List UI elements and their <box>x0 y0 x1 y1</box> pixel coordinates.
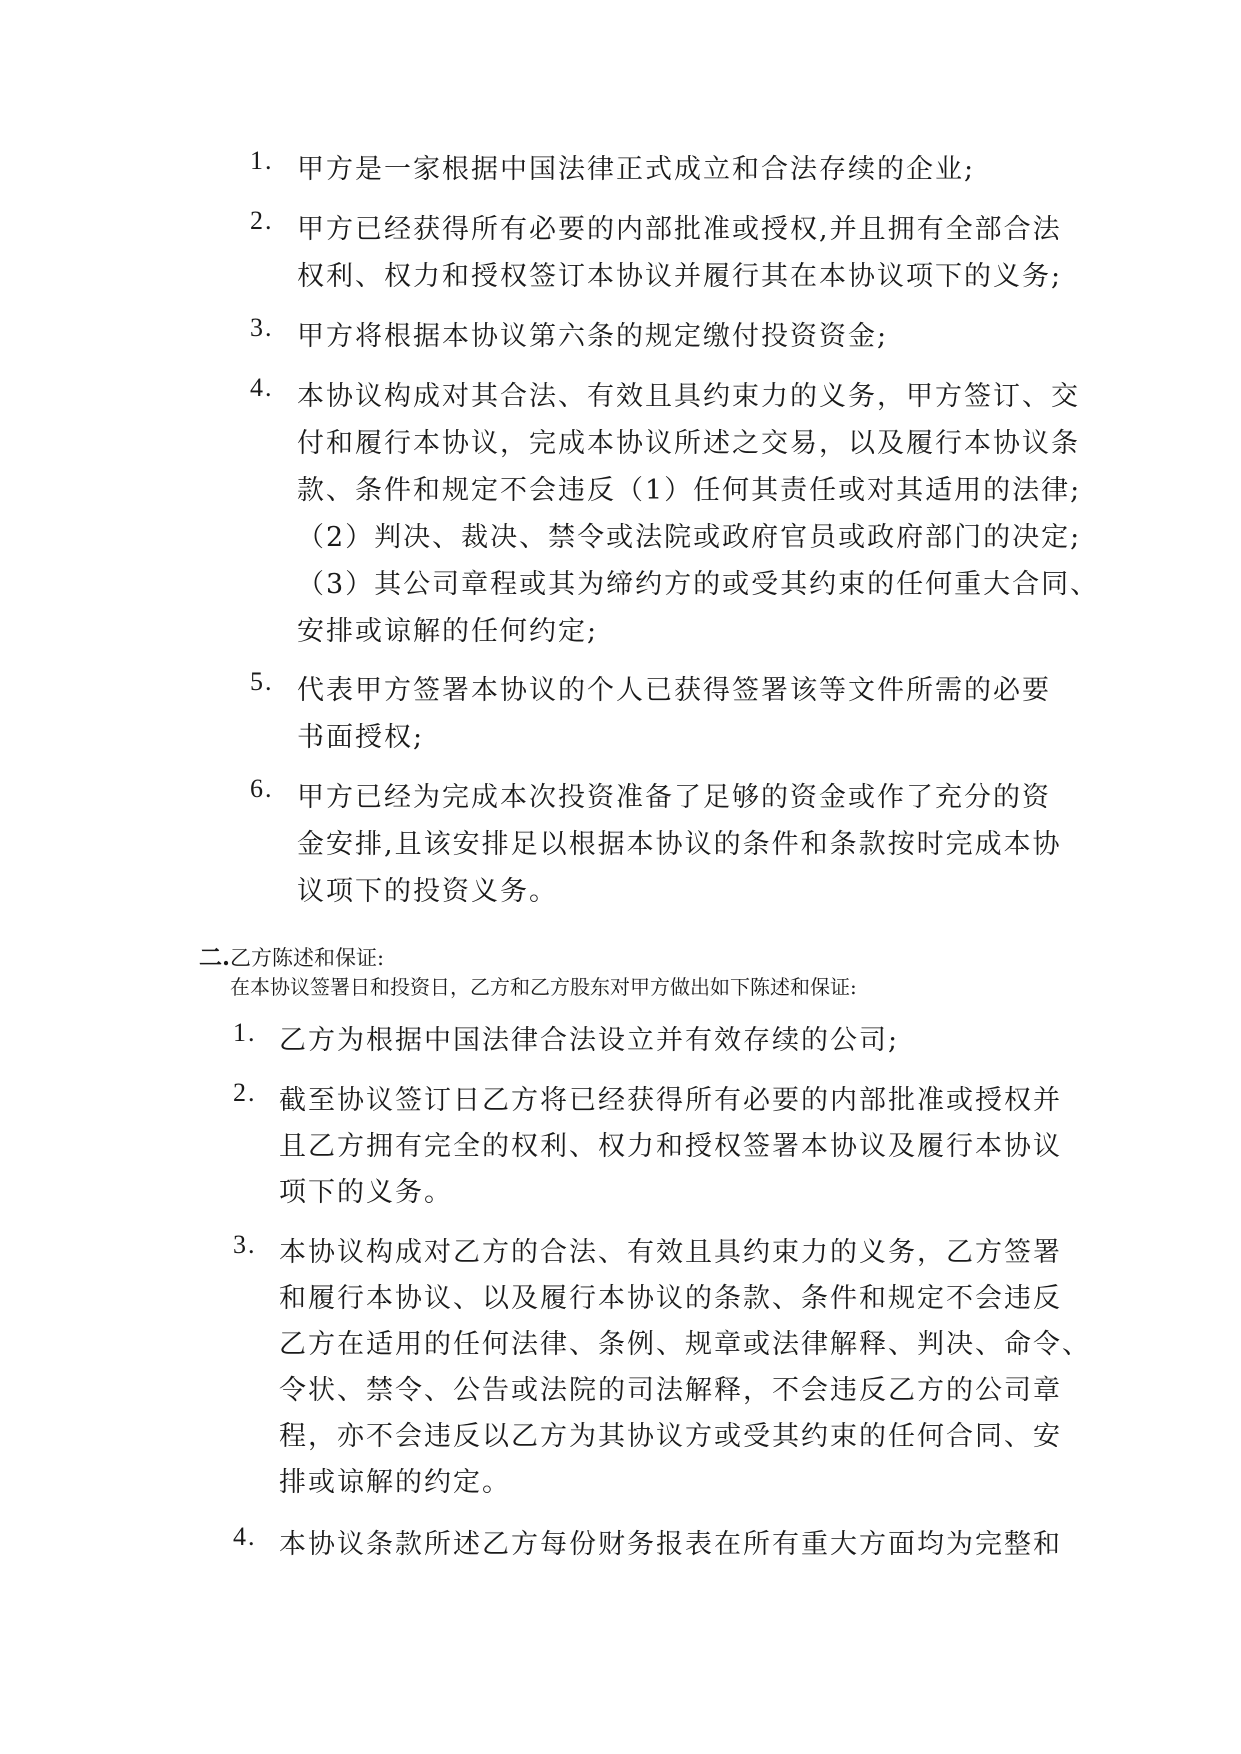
item-number: 2. <box>233 1078 257 1107</box>
item-text-line: 甲方已经为完成本次投资准备了足够的资金或作了充分的资 <box>297 782 1051 813</box>
item-number: 1. <box>250 146 274 175</box>
item-text-line: 本协议构成对其合法、有效且具约束力的义务，甲方签订、交 <box>297 381 1080 412</box>
item-text-line: （2）判决、裁决、禁令或法院或政府官员或政府部门的决定; <box>297 522 1082 553</box>
item-number: 4. <box>250 373 274 402</box>
list-item <box>233 1522 1062 1568</box>
item-text-line: 且乙方拥有完全的权利、权力和授权签署本协议及履行本协议 <box>279 1131 1062 1162</box>
list-item <box>250 146 975 193</box>
item-text-line: 本协议条款所述乙方每份财务报表在所有重大方面均为完整和 <box>279 1529 1062 1560</box>
list-item <box>233 1230 1091 1506</box>
item-text-line: 程，亦不会违反以乙方为其协议方或受其约束的任何合同、安 <box>279 1421 1062 1452</box>
list-item <box>250 667 1051 761</box>
list-item <box>250 774 1062 915</box>
list-item <box>233 1078 1062 1216</box>
item-text-line: 付和履行本协议，完成本协议所述之交易，以及履行本协议条 <box>297 428 1080 459</box>
item-text-line: 令状、禁令、公告或法院的司法解释，不会违反乙方的公司章 <box>279 1375 1062 1406</box>
item-text-line: 乙方为根据中国法律合法设立并有效存续的公司; <box>279 1025 900 1056</box>
item-number: 2. <box>250 206 274 235</box>
item-text-line: 甲方已经获得所有必要的内部批准或授权,并且拥有全部合法 <box>297 214 1062 245</box>
list-item <box>233 1018 899 1064</box>
list-item <box>250 373 1099 655</box>
item-text-line: 和履行本协议、以及履行本协议的条款、条件和规定不会违反 <box>279 1283 1062 1314</box>
item-number: 4. <box>233 1522 257 1551</box>
section-title: 乙方陈述和保证: <box>230 946 385 970</box>
item-number: 1. <box>233 1018 257 1047</box>
list-item <box>250 313 888 360</box>
list-item <box>250 206 1062 300</box>
item-text-line: 乙方在适用的任何法律、条例、规章或法律解释、判决、命令、 <box>279 1329 1091 1360</box>
item-number: 5. <box>250 667 274 696</box>
section-heading <box>199 944 384 972</box>
item-text-line: 款、条件和规定不会违反（1）任何其责任或对其适用的法律; <box>297 475 1082 506</box>
item-number: 3. <box>250 313 274 342</box>
item-text-line: 议项下的投资义务。 <box>297 876 558 907</box>
section-intro: 在本协议签署日和投资日，乙方和乙方股东对甲方做出如下陈述和保证: <box>230 975 857 999</box>
item-text-line: 甲方将根据本协议第六条的规定缴付投资资金; <box>297 321 889 352</box>
item-text-line: 安排或谅解的任何约定; <box>297 616 599 647</box>
item-text-line: 权利、权力和授权签订本协议并履行其在本协议项下的义务; <box>297 261 1063 292</box>
section-number: 二. <box>199 944 231 971</box>
item-text-line: 书面授权; <box>297 722 425 753</box>
item-text-line: 项下的义务。 <box>279 1177 453 1208</box>
item-text-line: （3）其公司章程或其为缔约方的或受其约束的任何重大合同、 <box>297 569 1100 600</box>
item-number: 6. <box>250 774 274 803</box>
item-text-line: 排或谅解的约定。 <box>279 1467 511 1498</box>
item-text-line: 甲方是一家根据中国法律正式成立和合法存续的企业; <box>297 154 976 185</box>
item-number: 3. <box>233 1230 257 1259</box>
item-text-line: 金安排,且该安排足以根据本协议的条件和条款按时完成本协 <box>297 829 1062 860</box>
item-text-line: 代表甲方签署本协议的个人已获得签署该等文件所需的必要 <box>297 675 1051 706</box>
item-text-line: 截至协议签订日乙方将已经获得所有必要的内部批准或授权并 <box>279 1085 1062 1116</box>
item-text-line: 本协议构成对乙方的合法、有效且具约束力的义务，乙方签署 <box>279 1237 1062 1268</box>
